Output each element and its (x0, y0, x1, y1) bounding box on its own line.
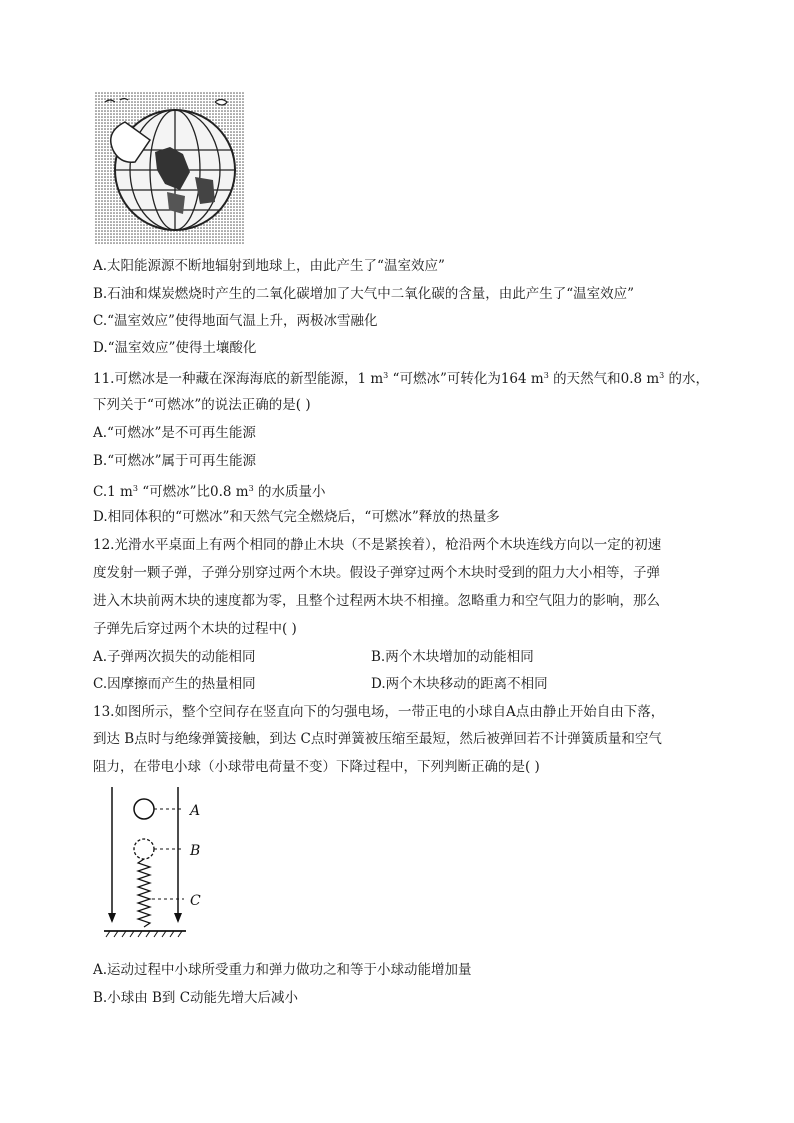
globe-option-a: A.太阳能源源不断地辐射到地球上，由此产生了“温室效应” (93, 258, 445, 274)
q12-stem-line3: 进入木块前两木块的速度都为零，且整个过程两木块不相撞。忽略重力和空气阻力的影响，那么 (93, 593, 660, 609)
q11-option-b: B.“可燃冰”属于可再生能源 (93, 453, 257, 469)
q11-option-d: D.相同体积的“可燃冰”和天然气完全燃烧后，“可燃冰”释放的热量多 (93, 509, 500, 525)
q11-stem-line2: 下列关于“可燃冰”的说法正确的是( ) (93, 397, 311, 413)
q11-stem-line1: 11.可燃冰是一种藏在深海海底的新型能源，1 $m^3$ “可燃冰”可转化为164 $m^3$ 的天然气和0.8 $m^3$ 的水， (93, 371, 710, 387)
greenhouse-globe-figure (95, 92, 245, 244)
electric-field-spring-figure (100, 785, 220, 945)
q11-option-c: C.1 $m^3$ “可燃冰”比0.8 $m^3$ 的水质量小 (93, 484, 326, 500)
q13-option-b: B.小球由 B到 C动能先增大后减小 (93, 990, 299, 1006)
q12-stem-line4: 子弹先后穿过两个木块的过程中( ) (93, 621, 297, 637)
q12-stem-line2: 度发射一颗子弹，子弹分别穿过两个木块。假设子弹穿过两个木块时受到的阻力大小相等，子弹 (93, 565, 660, 581)
q13-stem-line3: 阻力，在带电小球（小球带电荷量不变）下降过程中，下列判断正确的是( ) (93, 759, 540, 775)
q12-option-b: B.两个木块增加的动能相同 (371, 649, 534, 665)
globe-option-b: B.石油和煤炭燃烧时产生的二氧化碳增加了大气中二氧化碳的含量，由此产生了“温室效应” (93, 286, 635, 302)
globe-option-d: D.“温室效应”使得土壤酸化 (93, 340, 257, 356)
globe-option-c: C.“温室效应”使得地面气温上升，两极冰雪融化 (93, 313, 378, 329)
q12-option-d: D.两个木块移动的距离不相同 (371, 676, 548, 692)
label-c: C (190, 893, 201, 909)
q13-option-a: A.运动过程中小球所受重力和弹力做功之和等于小球动能增加量 (93, 962, 472, 978)
q13-stem-line1: 13.如图所示，整个空间存在竖直向下的匀强电场，一带正电的小球自A点由静止开始自由下落， (93, 704, 665, 720)
q13-stem-line2: 到达 B点时与绝缘弹簧接触，到达 C点时弹簧被压缩至最短，然后被弹回若不计弹簧质量和空气 (93, 731, 662, 747)
q12-option-c: C.因摩擦而产生的热量相同 (93, 676, 256, 692)
label-a: A (190, 803, 201, 819)
q12-stem-line1: 12.光滑水平桌面上有两个相同的静止木块（不是紧挨着），枪沿两个木块连线方向以一定的初速 (93, 537, 662, 553)
label-b: B (190, 843, 201, 859)
q12-option-a: A.子弹两次损失的动能相同 (93, 649, 256, 665)
q11-option-a: A.“可燃冰”是不可再生能源 (93, 425, 256, 441)
